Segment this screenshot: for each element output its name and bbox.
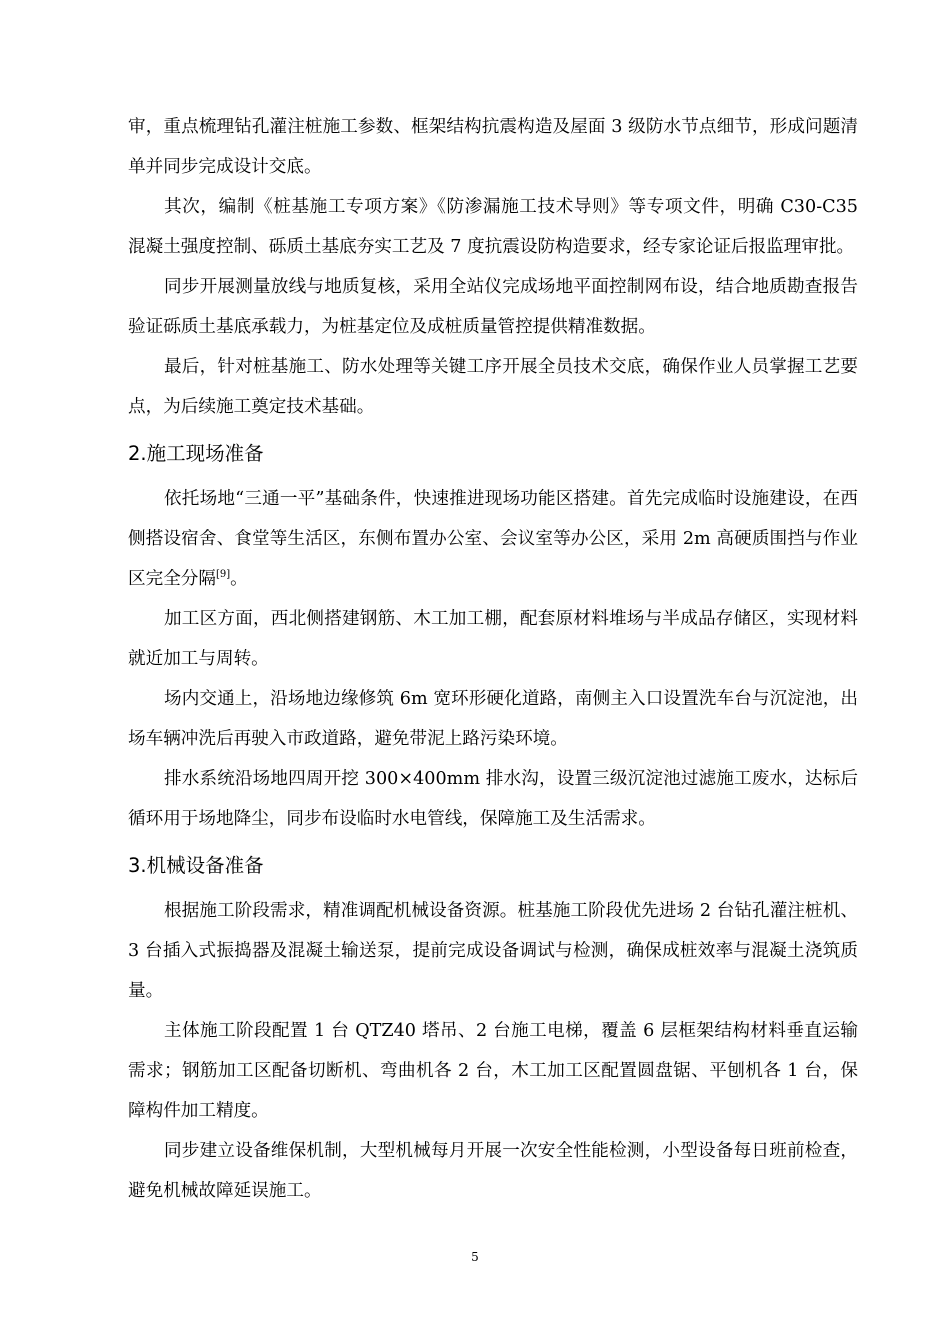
- section-heading-equipment-preparation: 3.机械设备准备: [128, 854, 264, 877]
- paragraph-technical-briefing: 最后，针对桩基施工、防水处理等关键工序开展全员技术交底，确保作业人员掌握工艺要点，为后续施工奠定技术基础。: [128, 357, 858, 417]
- paragraph-survey: 同步开展测量放线与地质复核，采用全站仪完成场地平面控制网布设，结合地质勘查报告验证砾质土基底承载力，为桩基定位及成桩质量管控提供精准数据。: [128, 277, 858, 337]
- paragraph-continuation: 审，重点梳理钻孔灌注桩施工参数、框架结构抗震构造及屋面 3 级防水节点细节，形成问题清单并同步完成设计交底。: [128, 117, 858, 177]
- page-number: 5: [471, 1250, 479, 1264]
- paragraph-site-traffic: 场内交通上，沿场地边缘修筑 6m 宽环形硬化道路，南侧主入口设置洗车台与沉淀池，出场车辆冲洗后再驶入市政道路，避免带泥上路污染环境。: [128, 689, 858, 749]
- paragraph-special-plans: 其次，编制《桩基施工专项方案》《防渗漏施工技术导则》等专项文件，明确 C30-C35 混凝土强度控制、砾质土基底夯实工艺及 7 度抗震设防构造要求，经专家论证后报监理审批。: [128, 197, 858, 257]
- paragraph-site-facilities: [128, 479, 858, 599]
- paragraph-processing-area: 加工区方面，西北侧搭建钢筋、木工加工棚，配套原材料堆场与半成品存储区，实现材料就近加工与周转。: [128, 609, 858, 669]
- paragraph-site-facilities-end: 。: [230, 569, 248, 589]
- paragraph-site-facilities-text: 依托场地“三通一平”基础条件，快速推进现场功能区搭建。首先完成临时设施建设，在西侧搭设宿舍、食堂等生活区，东侧布置办公室、会议室等办公区，采用 2m 高硬质围挡与作业区完全分隔: [128, 489, 858, 589]
- paragraph-main-structure-equipment: 主体施工阶段配置 1 台 QTZ40 塔吊、2 台施工电梯，覆盖 6 层框架结构材料垂直运输需求；钢筋加工区配备切断机、弯曲机各 2 台，木工加工区配置圆盘锯、平刨机各 1 台，保障构件加工精度。: [128, 1021, 858, 1121]
- citation-reference[interactable]: [9]: [215, 569, 231, 581]
- paragraph-pile-equipment: 根据施工阶段需求，精准调配机械设备资源。桩基施工阶段优先进场 2 台钻孔灌注桩机、3 台插入式振捣器及混凝土输送泵，提前完成设备调试与检测，确保成桩效率与混凝土浇筑质量。: [128, 901, 858, 1001]
- document-body: [128, 107, 858, 1211]
- paragraph-maintenance: 同步建立设备维保机制，大型机械每月开展一次安全性能检测，小型设备每日班前检查，避免机械故障延误施工。: [128, 1141, 858, 1201]
- paragraph-drainage: 排水系统沿场地四周开挖 300×400mm 排水沟，设置三级沉淀池过滤施工废水，达标后循环用于场地降尘，同步布设临时水电管线，保障施工及生活需求。: [128, 769, 858, 829]
- section-heading-site-preparation: 2.施工现场准备: [128, 442, 264, 465]
